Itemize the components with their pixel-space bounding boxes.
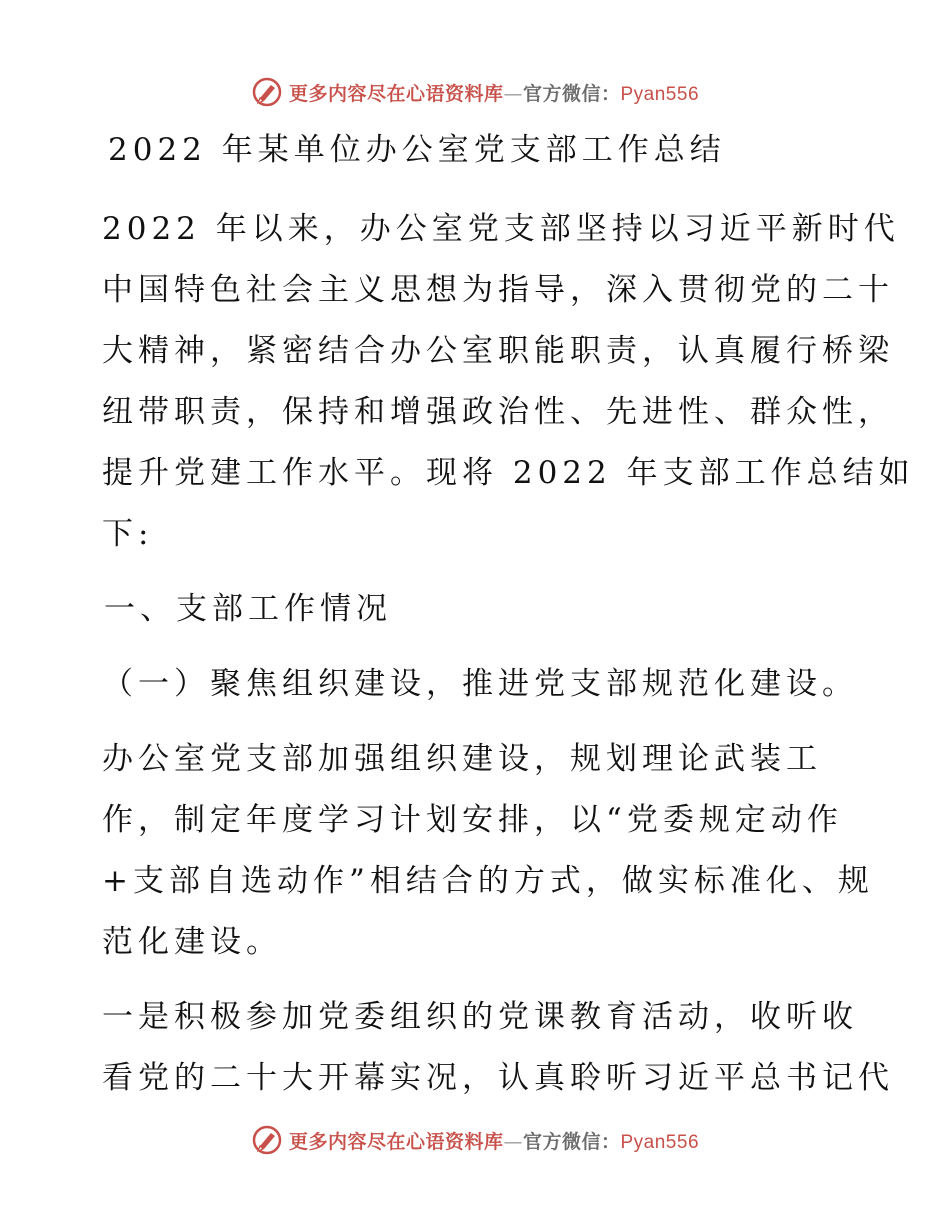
intro-line: 纽带职责，保持和增强政治性、先进性、群众性， — [102, 394, 894, 430]
pen-circle-logo-icon — [251, 1124, 283, 1156]
watermark-handle: Pyan556 — [620, 83, 700, 105]
watermark-text — [289, 79, 699, 106]
body-line: +支部自选动作”相结合的方式，做实标准化、规 — [102, 863, 874, 899]
watermark-brand: 更多内容尽在心语资料库 — [288, 82, 504, 105]
body-paragraph — [98, 729, 874, 973]
intro-paragraph — [98, 199, 915, 565]
intro-line: 大精神，紧密结合办公室职能职责，认真履行桥梁 — [102, 333, 894, 369]
watermark-official-label: 官方微信： — [522, 82, 621, 105]
body-paragraph-2 — [98, 987, 894, 1109]
body2-line: 一是积极参加党委组织的党课教育活动，收听收 — [102, 999, 858, 1035]
intro-line: 提升党建工作水平。现将 2022 年支部工作总结如 — [102, 455, 915, 491]
watermark-footer — [0, 1120, 950, 1160]
pen-circle-logo-icon — [251, 76, 283, 108]
body-line: 办公室党支部加强组织建设，规划理论武装工 — [102, 741, 822, 777]
document-body — [98, 120, 915, 1109]
subsection-heading: （一）聚焦组织建设，推进党支部规范化建设。 — [102, 666, 858, 702]
document-title: 2022 年某单位办公室党支部工作总结 — [108, 132, 726, 168]
watermark-dash: — — [503, 1130, 523, 1153]
intro-line: 下: — [102, 516, 154, 552]
intro-line: 中国特色社会主义思想为指导，深入贯彻党的二十 — [102, 272, 894, 308]
intro-line: 2022 年以来，办公室党支部坚持以习近平新时代 — [102, 211, 900, 247]
watermark-text — [289, 1127, 699, 1154]
body-line: 作，制定年度学习计划安排，以“党委规定动作 — [102, 802, 843, 838]
watermark-handle: Pyan556 — [620, 1131, 700, 1153]
watermark-header — [0, 72, 950, 112]
body-line: 范化建设。 — [102, 924, 282, 960]
watermark-brand: 更多内容尽在心语资料库 — [288, 1130, 504, 1153]
body2-line: 看党的二十大开幕实况，认真聆听习近平总书记代 — [102, 1060, 894, 1096]
section-heading: 一、支部工作情况 — [104, 591, 392, 627]
watermark-dash: — — [503, 82, 523, 105]
watermark-official-label: 官方微信： — [522, 1130, 621, 1153]
